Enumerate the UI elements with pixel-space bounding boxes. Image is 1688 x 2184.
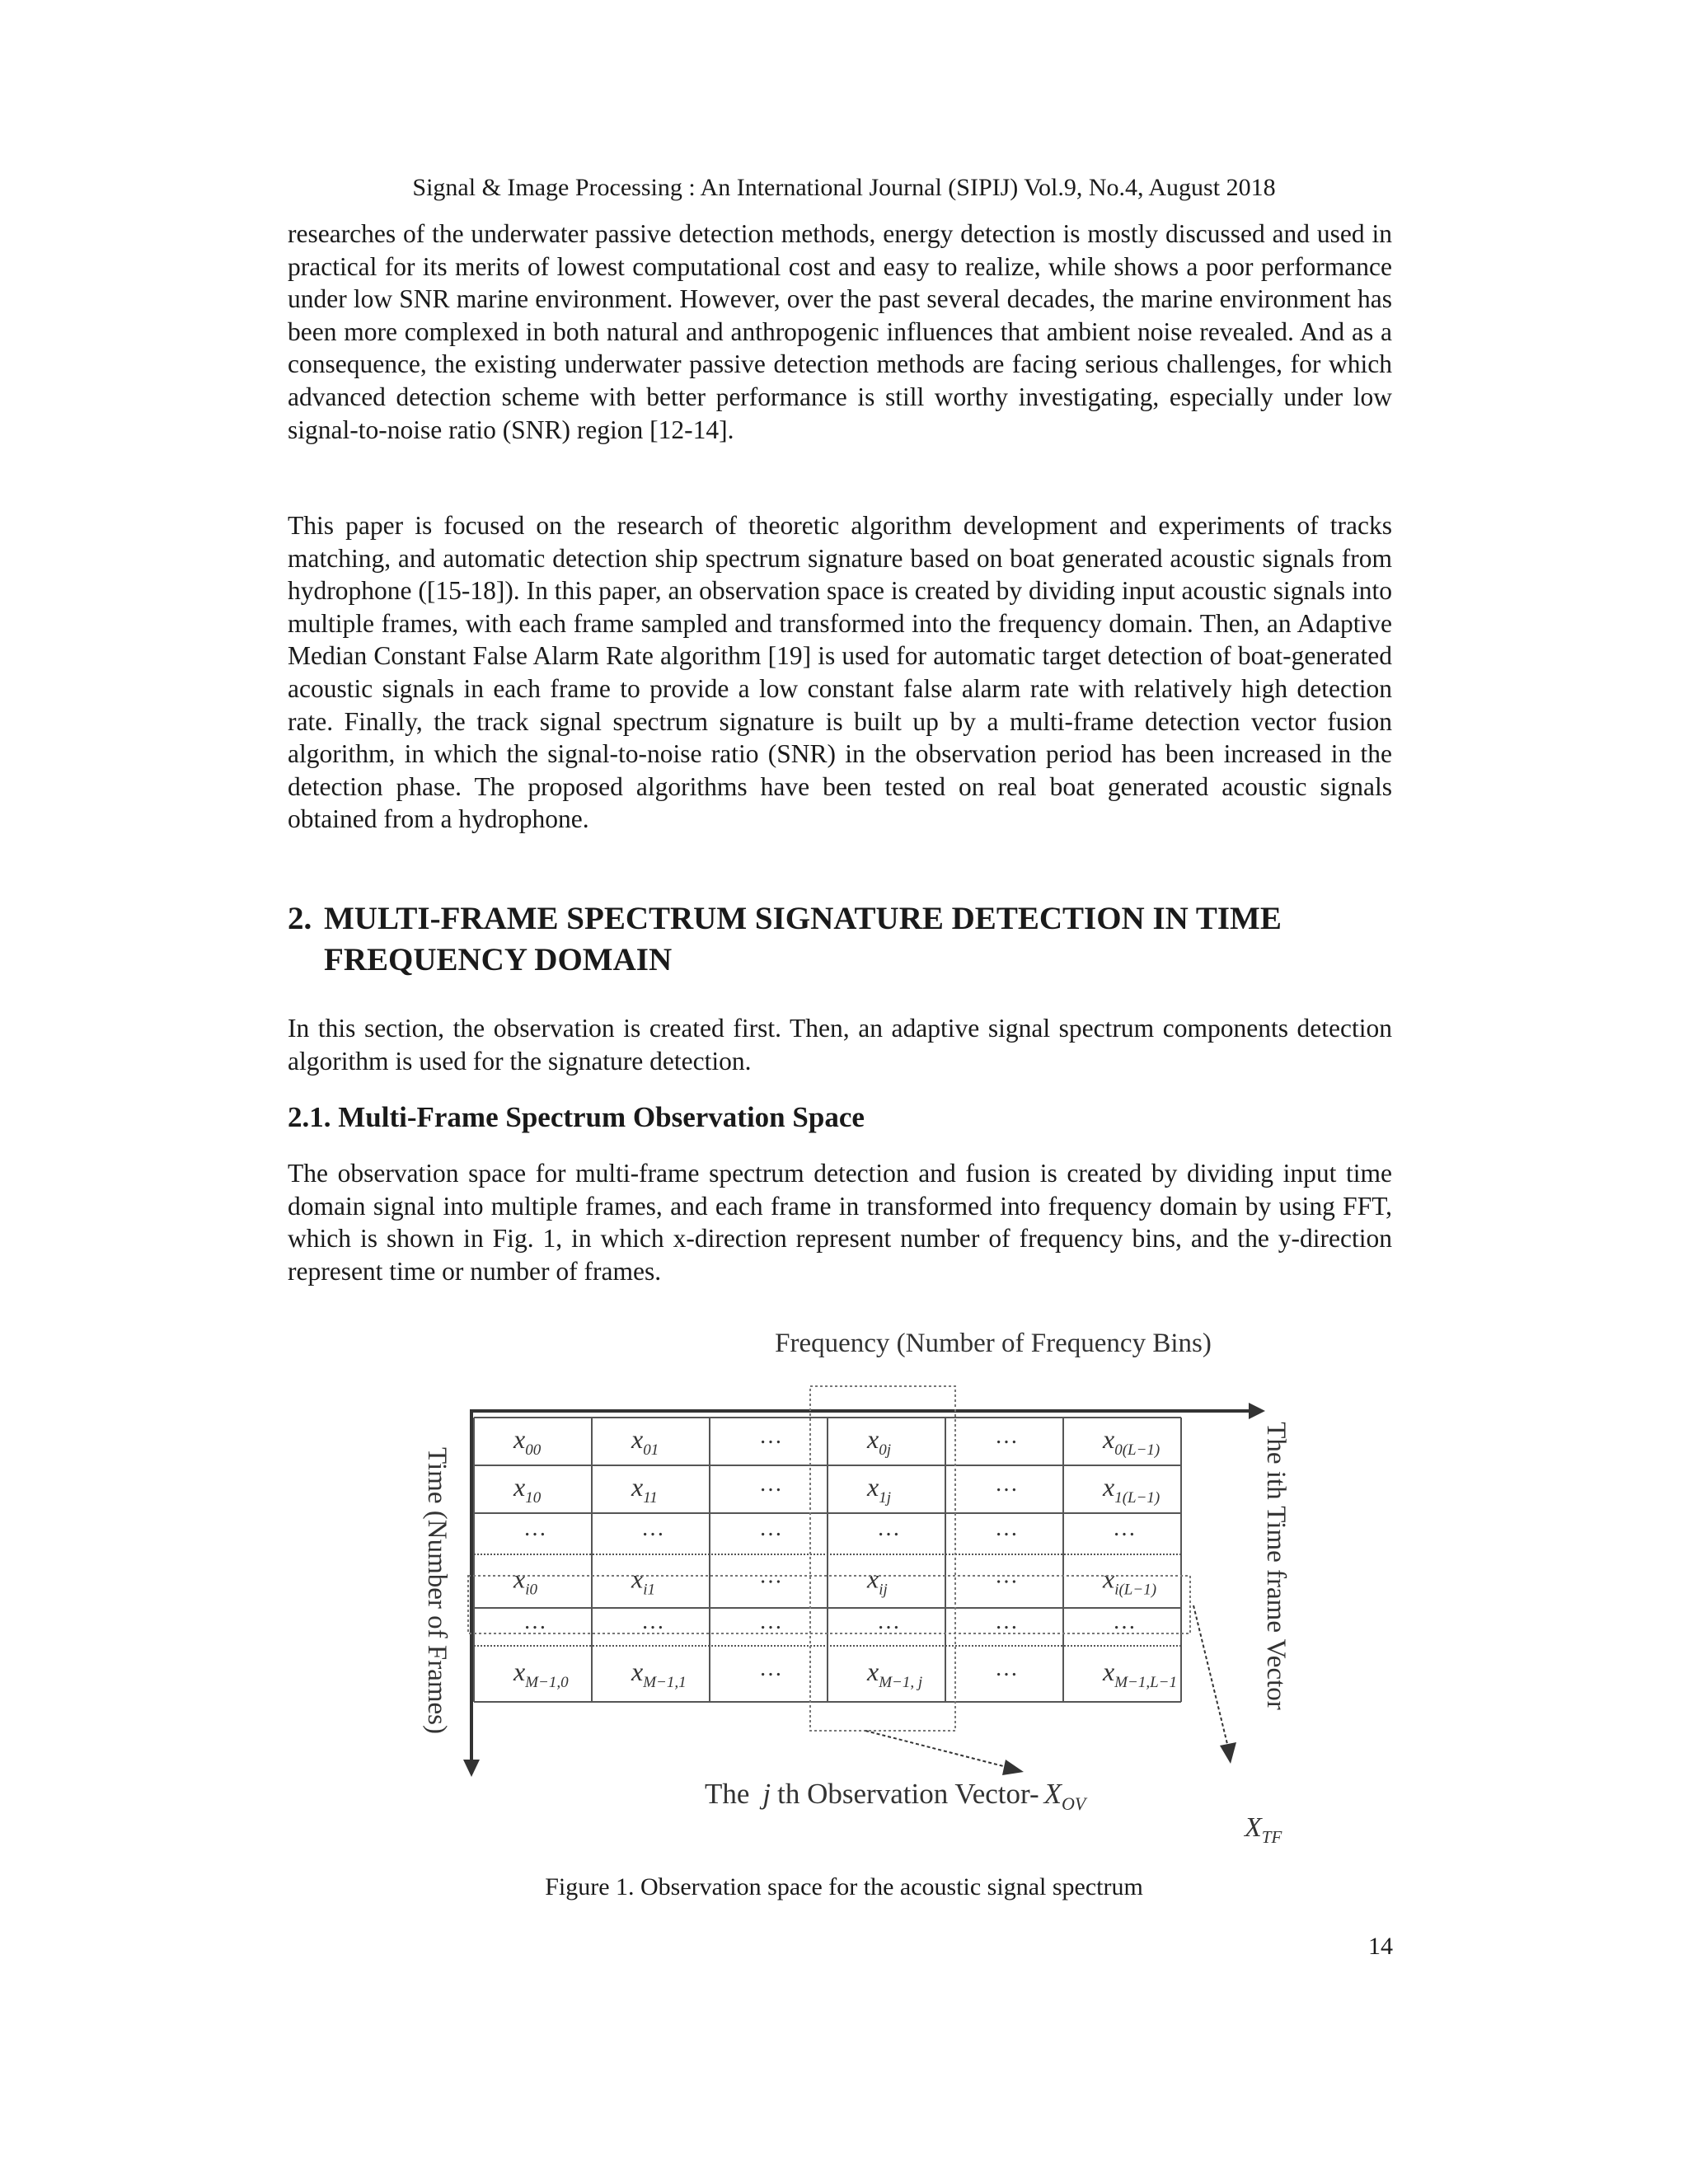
section-title-line-2: FREQUENCY DOMAIN	[324, 942, 673, 977]
matrix-cell: …	[1113, 1609, 1136, 1634]
body-paragraph-1: researches of the underwater passive detection methods, energy detection is mostly discussed and used in practical for its merits of lowest computational cost and easy to realize, while shows a poor performance under low SNR marine environment. However, over the past several decades, the marine environment has been more complexed in both natural and anthropogenic influences that ambient noise revealed. And as a consequence, the existing underwater passive detection methods are facing serious challenges, for which advanced detection scheme with better performance is still worthy investigating, especially under low signal-to-noise ratio (SNR) region [12-14].	[288, 219, 1392, 444]
matrix-cell: x1j	[867, 1472, 891, 1507]
time-frame-vector-label: The ith Time frame Vector	[1261, 1422, 1291, 1710]
matrix-cell: …	[1113, 1516, 1136, 1541]
matrix-cells	[513, 1423, 1177, 1691]
section-heading	[288, 898, 1442, 981]
matrix-cell: x00	[513, 1424, 542, 1459]
matrix-cell: …	[995, 1609, 1018, 1634]
matrix-cell: …	[759, 1423, 782, 1449]
matrix-cell: …	[877, 1609, 900, 1634]
matrix-cell: …	[759, 1563, 782, 1589]
matrix-cell: xi(L−1)	[1103, 1563, 1157, 1599]
time-frame-vector-pointer-head	[1220, 1742, 1236, 1764]
running-header: Signal & Image Processing : An International Journal (SIPIJ) Vol.9, No.4, August 2018	[412, 174, 1276, 201]
matrix-cell: …	[759, 1471, 782, 1497]
matrix-cell: x11	[631, 1472, 658, 1507]
body-paragraph-3: In this section, the observation is created first. Then, an adaptive signal spectrum components detection algorithm is used for the signature detection.	[288, 1014, 1392, 1076]
ith-row-highlight	[468, 1576, 1190, 1633]
matrix-cell: xij	[867, 1563, 888, 1599]
observation-space-diagram	[396, 1319, 1327, 1846]
matrix-cell: …	[641, 1516, 664, 1541]
matrix-cell: …	[759, 1656, 782, 1681]
matrix-cell: …	[877, 1516, 900, 1541]
matrix-cell: x01	[631, 1424, 659, 1459]
matrix-cell: xM−1,L−1	[1103, 1657, 1177, 1691]
observation-vector-label: The j th Observation Vector- $X_{OV}$	[705, 1778, 1086, 1814]
matrix-cell: xi0	[513, 1563, 537, 1599]
matrix-cell: xM−1, j	[867, 1657, 923, 1691]
matrix-cell: xM−1,1	[631, 1657, 687, 1691]
matrix-cell: xM−1,0	[513, 1657, 569, 1691]
observation-vector-pointer	[865, 1731, 1010, 1768]
matrix-cell: x10	[513, 1472, 542, 1507]
matrix-cell: xi1	[631, 1563, 655, 1599]
section-number: 2.	[288, 901, 312, 936]
frequency-axis-label: Frequency (Number of Frequency Bins)	[775, 1329, 1212, 1358]
matrix-cell: …	[995, 1423, 1018, 1449]
time-axis-label: Time (Number of Frames)	[422, 1447, 452, 1734]
matrix-cell: …	[641, 1609, 664, 1634]
matrix-cell: …	[995, 1471, 1018, 1497]
section-title-line-1: MULTI-FRAME SPECTRUM SIGNATURE DETECTION IN TIME	[324, 901, 1282, 936]
page-number: 14	[1368, 1933, 1393, 1960]
matrix-cell: …	[523, 1516, 546, 1541]
body-paragraph-2: This paper is focused on the research of theoretic algorithm development and experiments of tracks matching, and automatic detection ship spectrum signature based on boat generated acoustic signals from hydrophone ([15-18]). In this paper, an observation space is created by dividing input acoustic signals into multiple frames, with each frame sampled and transformed into the frequency domain. Then, an Adaptive Median Constant False Alarm Rate algorithm [19] is used for automatic target detection of boat-generated acoustic signals in each frame to provide a low constant false alarm rate with relatively high detection rate. Finally, the track signal spectrum signature is built up by a multi-frame detection vector fusion algorithm, in which the signal-to-noise ratio (SNR) in the observation period has been increased in the detection phase. The proposed algorithms have been tested on real boat generated acoustic signals obtained from a hydrophone.	[288, 511, 1392, 834]
matrix-grid	[474, 1418, 1181, 1702]
matrix-cell: …	[995, 1516, 1018, 1541]
matrix-cell: …	[759, 1609, 782, 1634]
matrix-cell: …	[759, 1516, 782, 1541]
matrix-cell: x0(L−1)	[1103, 1424, 1160, 1459]
time-frame-vector-symbol: $X_{TF}$	[1245, 1812, 1282, 1846]
time-frame-vector-pointer	[1193, 1605, 1228, 1747]
matrix-cell: x1(L−1)	[1103, 1472, 1160, 1507]
observation-vector-pointer-head	[1002, 1760, 1024, 1775]
figure-observation-space	[396, 1319, 1327, 1846]
matrix-cell: …	[995, 1656, 1018, 1681]
matrix-cell: …	[523, 1609, 546, 1634]
matrix-cell: x0j	[867, 1424, 891, 1459]
frequency-axis-arrowhead	[1249, 1403, 1265, 1419]
time-axis-arrowhead	[463, 1760, 480, 1777]
body-paragraph-4: The observation space for multi-frame spectrum detection and fusion is created by dividing input time domain signal into multiple frames, and each frame in transformed into frequency domain by using FFT, which is shown in Fig. 1, in which x-direction represent number of frequency bins, and the y-direction represent time or number of frames.	[288, 1159, 1392, 1286]
subsection-heading: 2.1. Multi-Frame Spectrum Observation Space	[288, 1101, 865, 1133]
matrix-cell: …	[995, 1563, 1018, 1589]
figure-caption: Figure 1. Observation space for the acoustic signal spectrum	[545, 1873, 1143, 1900]
